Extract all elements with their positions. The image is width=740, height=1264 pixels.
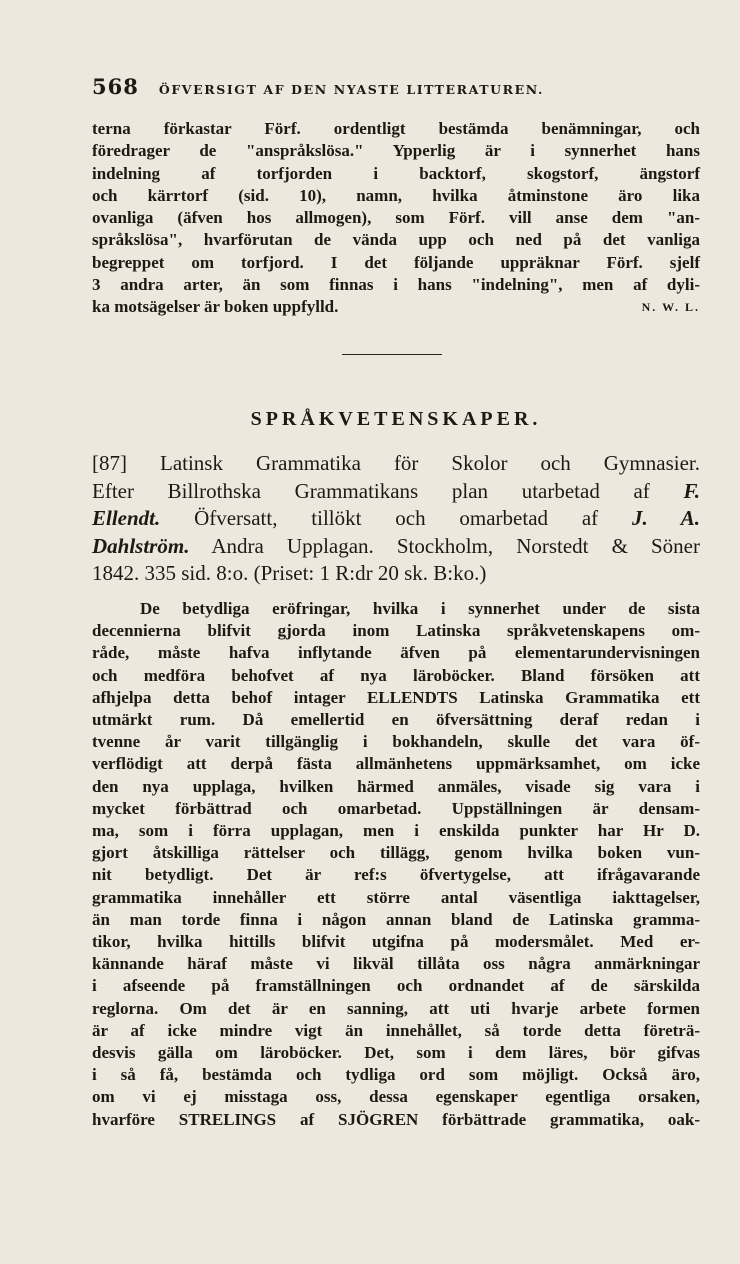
page-number: 568 [92, 74, 139, 99]
text-line: ka motsägelser är boken uppfylld. [92, 297, 339, 317]
page-header [92, 74, 712, 99]
translator-name: Dahlström. [92, 533, 190, 558]
text-line: hvarföre STRELINGS af SJÖGREN förbättrade grammatika, oak- [92, 1109, 700, 1129]
text-line: i afseende på framställningen och ordnandet af de särskilda [92, 976, 700, 996]
text-line: och kärrtorf (sid. 10), namn, hvilka åtminstone äro lika [92, 185, 700, 205]
section-divider [342, 354, 442, 355]
text-line: ovanliga (äfven hos allmogen), som Förf. vill anse dem "an- [92, 208, 700, 228]
entry-line [92, 533, 700, 561]
entry-text: Efter Billrothska Grammatikans plan utarbetad af [92, 478, 684, 503]
text-line: nit betydligt. Det är ref:s öfvertygelse, att ifrågavarande [92, 865, 700, 885]
text-line: gjort åtskilliga rättelser och tillägg, genom hvilka boken vun- [92, 843, 700, 863]
text-line: är af icke mindre vigt än innehållet, så torde detta företrä- [92, 1020, 700, 1040]
translator-initials: J. A. [631, 506, 700, 530]
entry-line: 1842. 335 sid. 8:o. (Priset: 1 R:dr 20 sk. B:ko.) [92, 561, 487, 585]
text-line: afhjelpa detta behof intager ELLENDTS Latinska Grammatika ett [92, 687, 700, 707]
text-line: mycket förbättrad och omarbetad. Uppställningen är densam- [92, 798, 700, 818]
author-name: Ellendt. [92, 506, 161, 530]
text-line: föredrager de "anspråkslösa." Ypperlig är i synnerhet hans [92, 141, 700, 161]
entry-line [92, 505, 700, 533]
text-line: 3 andra arter, än som finnas i hans "indelning", men af dyli- [92, 275, 700, 295]
text-line: utmärkt rum. Då emellertid en öfversättning deraf redan i [92, 710, 700, 730]
text-line: om vi ej misstaga oss, dessa egenskaper egentliga orsaken, [92, 1087, 700, 1107]
text-line: ma, som i förra upplagan, men i enskilda punkter har Hr D. [92, 821, 700, 841]
text-line: decennierna blifvit gjorda inom Latinska språkvetenskapens om- [92, 621, 700, 641]
text-line: språkslösa", hvarförutan de vända upp och ned på det vanliga [92, 230, 700, 250]
section-heading: SPRÅKVETENSKAPER. [250, 408, 542, 430]
text-line: råde, måste hafva inflytande äfven på elementarundervisningen [92, 643, 700, 663]
entry-line: [87] Latinsk Grammatika för Skolor och Gymnasier. [92, 451, 700, 475]
entry-text: Andra Upplagan. Stockholm, Norstedt & Söner [189, 533, 700, 558]
text-line: tikor, hvilka hittills blifvit utgifna på modersmålet. Med er- [92, 932, 700, 952]
text-line: De betydliga eröfringar, hvilka i synnerhet under de sista [140, 599, 700, 618]
bibliographic-entry [92, 450, 700, 588]
text-line: i så få, bestämda och tydliga ord som möjligt. Också äro, [92, 1065, 700, 1085]
text-line: desvis gälla om läroböcker. Det, som i dem läres, bör gifvas [92, 1043, 700, 1063]
text-line: och medföra behofvet af nya läroböcker. Bland försöken att [92, 665, 700, 685]
text-line: än man torde finna i någon annan bland de Latinska gramma- [92, 909, 700, 929]
review-body [92, 598, 700, 1131]
text-line: terna förkastar Förf. ordentligt bestämda benämningar, och [92, 119, 700, 138]
reviewer-signature: N. W. L. [641, 300, 700, 315]
entry-line [92, 478, 700, 506]
entry-text: Öfversatt, tillökt och omarbetad af [160, 506, 632, 530]
text-line: grammatika innehåller ett större antal väsentliga iakttagelser, [92, 887, 700, 907]
text-line-last [92, 296, 700, 318]
text-line: kännande häraf måste vi likväl tillåta oss några anmärkningar [92, 954, 700, 974]
running-title: ÖFVERSIGT AF DEN NYASTE LITTERATUREN. [158, 82, 544, 97]
text-line: reglorna. Om det är en sanning, att uti hvarje arbete formen [92, 998, 700, 1018]
author-initial: F. [683, 478, 700, 503]
text-line: indelning af torfjorden i backtorf, skogstorf, ängstorf [92, 163, 700, 183]
previous-review-text [92, 118, 700, 319]
text-line: begreppet om torfjord. I det följande uppräknar Förf. sjelf [92, 252, 700, 272]
text-line: tvenne år varit tillgänglig i bokhandeln, skulle det vara öf- [92, 732, 700, 752]
text-line: den nya upplaga, hvilken härmed anmäles, visade sig vara i [92, 776, 700, 796]
text-line: verflödigt att derpå fästa allmänhetens uppmärksamhet, om icke [92, 754, 700, 774]
